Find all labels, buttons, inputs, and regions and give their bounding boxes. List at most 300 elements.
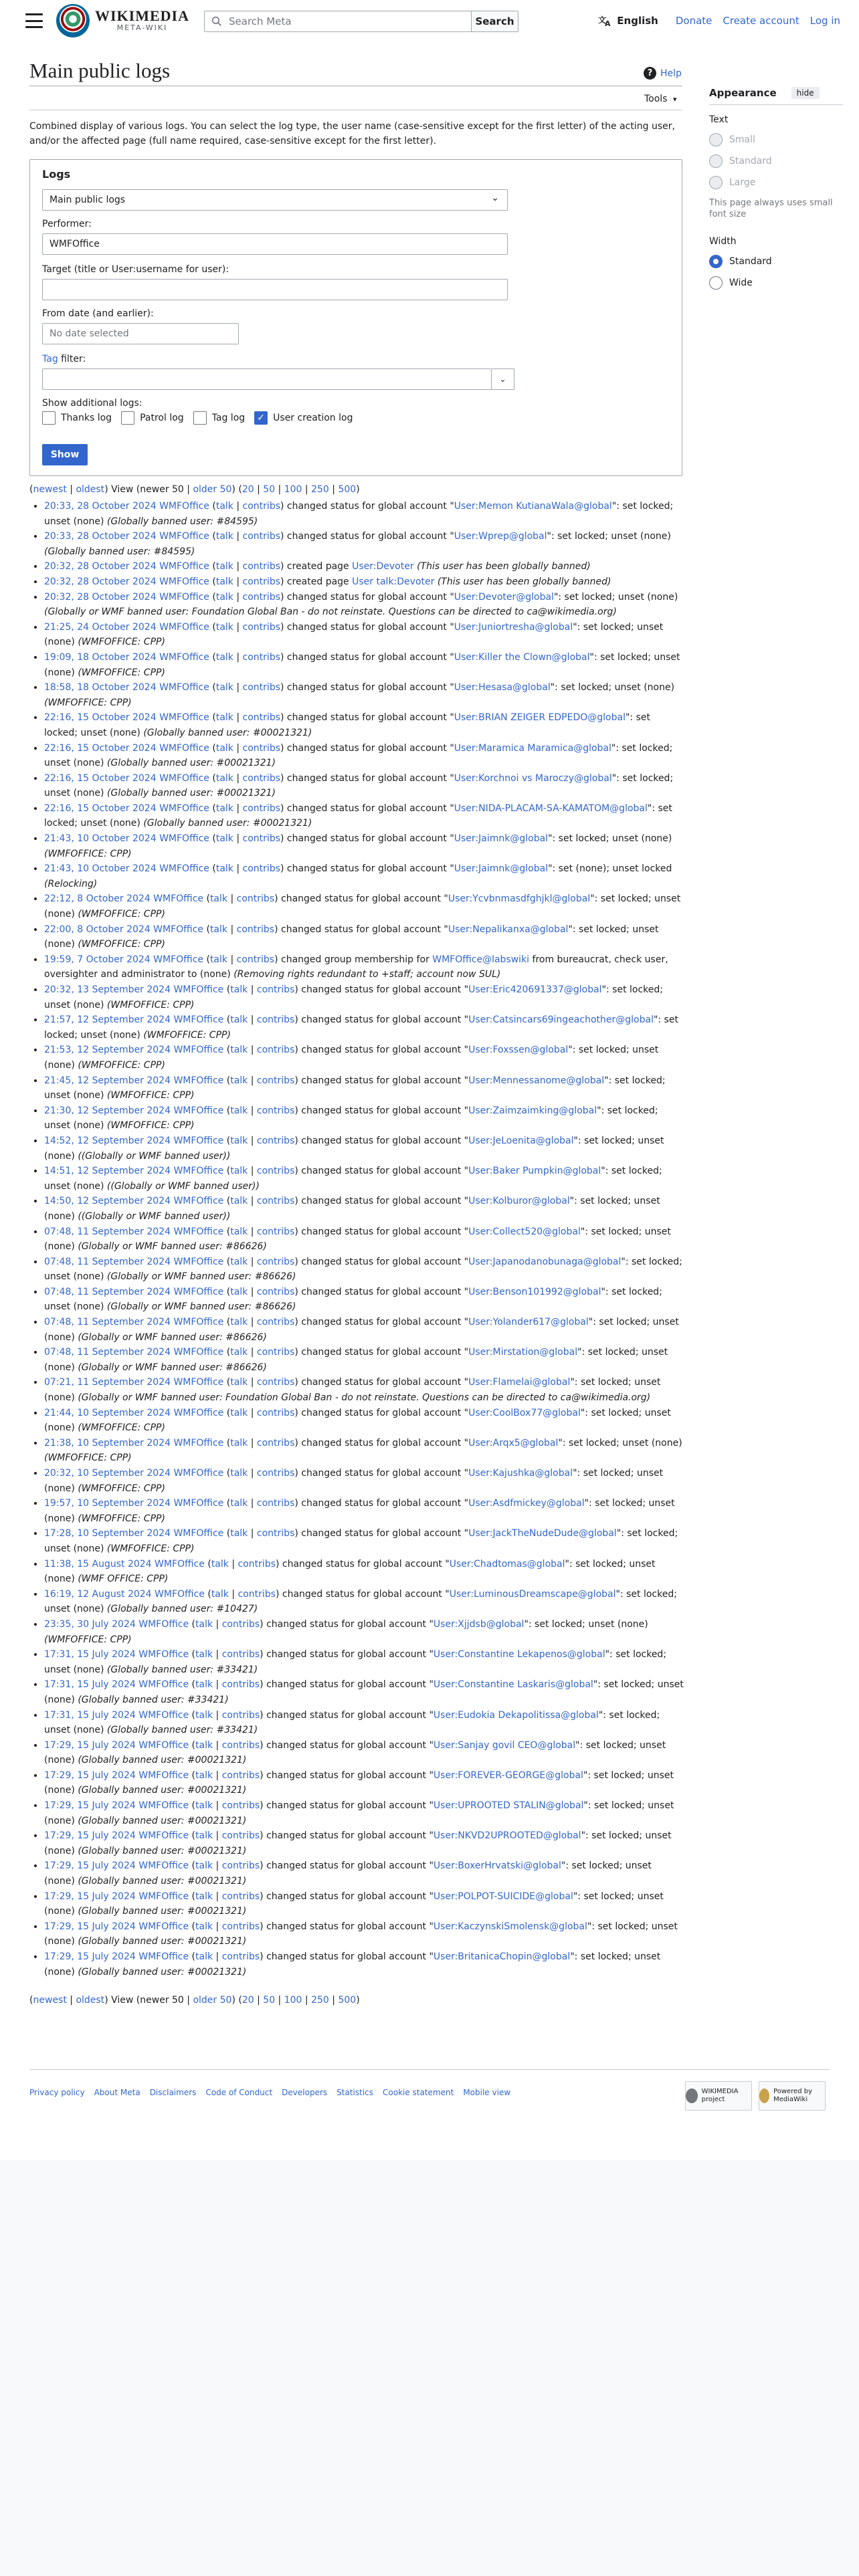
log-target[interactable]: User:Ycvbnmasdfghjkl@global <box>448 893 591 905</box>
talk-link[interactable]: talk <box>230 1014 248 1026</box>
contribs-link[interactable]: contribs <box>221 1951 260 1962</box>
log-actor[interactable]: WMFOffice <box>173 1166 224 1177</box>
log-target[interactable]: User:Constantine Laskaris@global <box>433 1679 593 1691</box>
log-actor[interactable]: WMFOffice <box>173 1347 224 1358</box>
log-timestamp[interactable]: 20:33, 28 October 2024 <box>44 501 157 512</box>
log-timestamp[interactable]: 17:29, 15 July 2024 <box>44 1739 136 1751</box>
talk-link[interactable]: talk <box>230 1437 248 1448</box>
log-timestamp[interactable]: 19:59, 7 October 2024 <box>44 954 151 965</box>
log-timestamp[interactable]: 20:32, 28 October 2024 <box>44 561 157 572</box>
log-target[interactable]: User:NIDA-PLACAM-SA-KAMATOM@global <box>454 802 648 814</box>
log-target[interactable]: User:UPROOTED STALIN@global <box>433 1800 584 1812</box>
log-timestamp[interactable]: 17:29, 15 July 2024 <box>44 1860 136 1872</box>
contribs-link[interactable]: contribs <box>221 1769 260 1781</box>
contribs-link[interactable]: contribs <box>256 1166 295 1177</box>
contribs-link[interactable]: contribs <box>242 802 280 814</box>
thanks-log-checkbox[interactable] <box>42 411 112 425</box>
user-creation-log-checkbox[interactable] <box>254 411 353 425</box>
footer-statistics[interactable]: Statistics <box>337 2088 373 2097</box>
log-target[interactable]: User:Xjjdsb@global <box>433 1618 524 1630</box>
log-actor[interactable]: WMFOffice <box>159 772 209 784</box>
talk-link[interactable]: talk <box>215 802 233 814</box>
limit-500[interactable]: 500 <box>338 1995 357 2006</box>
show-button[interactable]: Show <box>42 444 88 465</box>
newest-link[interactable]: newest <box>33 1995 67 2006</box>
log-target[interactable]: User:Jaimnk@global <box>454 863 549 875</box>
talk-link[interactable]: talk <box>230 1377 248 1388</box>
contribs-link[interactable]: contribs <box>242 531 280 542</box>
log-target[interactable]: User:JackTheNudeDude@global <box>468 1528 617 1539</box>
log-target[interactable]: User:Korchnoi vs Maroczy@global <box>454 772 612 784</box>
log-actor[interactable]: WMFOffice <box>173 1286 224 1297</box>
contribs-link[interactable]: contribs <box>256 1045 295 1056</box>
log-actor[interactable]: WMFOffice <box>138 1679 189 1691</box>
talk-link[interactable]: talk <box>195 1709 213 1721</box>
log-target[interactable]: User:Catsincars69ingeachother@global <box>468 1014 654 1026</box>
log-type-select[interactable] <box>42 189 508 211</box>
log-timestamp[interactable]: 07:48, 11 September 2024 <box>44 1347 171 1358</box>
contribs-link[interactable]: contribs <box>221 1709 260 1721</box>
talk-link[interactable]: talk <box>211 1558 229 1570</box>
contribs-link[interactable]: contribs <box>242 772 280 784</box>
talk-link[interactable]: talk <box>215 772 233 784</box>
log-actor[interactable]: WMFOffice <box>173 1226 224 1237</box>
log-actor[interactable]: WMFOffice <box>159 531 209 542</box>
log-actor[interactable]: WMFOffice <box>159 621 209 633</box>
contribs-link[interactable]: contribs <box>242 591 280 603</box>
log-actor[interactable]: WMFOffice <box>173 1045 224 1056</box>
contribs-link[interactable]: contribs <box>242 561 280 572</box>
log-timestamp[interactable]: 17:31, 15 July 2024 <box>44 1649 136 1660</box>
talk-link[interactable]: talk <box>230 1407 248 1418</box>
log-actor[interactable]: WMFOffice <box>159 651 209 663</box>
talk-link[interactable]: talk <box>211 1588 229 1600</box>
search-input[interactable] <box>204 11 472 32</box>
log-timestamp[interactable]: 20:32, 13 September 2024 <box>44 984 171 995</box>
help-link[interactable] <box>644 67 682 80</box>
contribs-link[interactable]: contribs <box>256 1286 295 1297</box>
contribs-link[interactable]: contribs <box>256 984 295 995</box>
target-input[interactable] <box>42 279 508 300</box>
log-timestamp[interactable]: 21:44, 10 September 2024 <box>44 1407 171 1418</box>
log-target[interactable]: User:Collect520@global <box>468 1226 581 1237</box>
log-target[interactable]: User:LuminousDreamscape@global <box>449 1588 616 1600</box>
limit-250[interactable]: 250 <box>311 1995 329 2006</box>
log-actor[interactable]: WMFOffice <box>138 1891 189 1902</box>
contribs-link[interactable]: contribs <box>242 712 280 724</box>
contribs-link[interactable]: contribs <box>242 576 280 587</box>
talk-link[interactable]: talk <box>215 501 233 512</box>
log-actor[interactable]: WMFOffice <box>173 1105 224 1116</box>
talk-link[interactable]: talk <box>215 682 233 693</box>
talk-link[interactable]: talk <box>230 1135 248 1146</box>
contribs-link[interactable]: contribs <box>236 893 275 905</box>
talk-link[interactable]: talk <box>195 1800 213 1812</box>
contribs-link[interactable]: contribs <box>256 1105 295 1116</box>
talk-link[interactable]: talk <box>230 1528 248 1539</box>
log-actor[interactable]: WMFOffice <box>155 1558 205 1570</box>
log-target[interactable]: User:Nepalikanxa@global <box>448 924 569 935</box>
log-actor[interactable]: WMFOffice <box>173 1498 224 1509</box>
tag-dropdown-button[interactable] <box>492 368 514 390</box>
log-target[interactable]: User:Chadtomas@global <box>449 1558 565 1570</box>
log-timestamp[interactable]: 11:38, 15 August 2024 <box>44 1558 152 1570</box>
log-timestamp[interactable]: 23:35, 30 July 2024 <box>44 1618 136 1630</box>
log-actor[interactable]: WMFOffice <box>173 1317 224 1328</box>
log-target[interactable]: User:BoxerHrvatski@global <box>433 1860 561 1872</box>
talk-link[interactable]: talk <box>195 1951 213 1962</box>
log-timestamp[interactable]: 17:31, 15 July 2024 <box>44 1679 136 1691</box>
limit-20[interactable]: 20 <box>242 484 254 495</box>
log-target[interactable]: User:Japanodanobunaga@global <box>468 1256 622 1267</box>
oldest-link[interactable]: oldest <box>76 484 105 495</box>
log-timestamp[interactable]: 22:16, 15 October 2024 <box>44 772 157 784</box>
talk-link[interactable]: talk <box>195 1769 213 1781</box>
date-input[interactable] <box>42 323 239 344</box>
talk-link[interactable]: talk <box>215 591 233 603</box>
donate-link[interactable]: Donate <box>675 15 712 27</box>
log-target[interactable]: User:Memon KutianaWala@global <box>454 501 612 512</box>
tag-filter-input[interactable] <box>42 368 492 390</box>
limit-100[interactable]: 100 <box>284 484 302 495</box>
talk-link[interactable]: talk <box>209 893 228 905</box>
talk-link[interactable]: talk <box>230 1045 248 1056</box>
log-actor[interactable]: WMFOffice <box>155 1588 205 1600</box>
log-timestamp[interactable]: 07:48, 11 September 2024 <box>44 1256 171 1267</box>
create-account-link[interactable]: Create account <box>723 15 799 27</box>
contribs-link[interactable]: contribs <box>242 651 280 663</box>
log-target[interactable]: User:Constantine Lekapenos@global <box>433 1649 605 1660</box>
log-actor[interactable]: WMFOffice <box>173 1437 224 1448</box>
talk-link[interactable]: talk <box>215 651 233 663</box>
log-actor[interactable]: WMFOffice <box>153 924 204 935</box>
log-timestamp[interactable]: 21:43, 10 October 2024 <box>44 833 157 845</box>
log-target[interactable]: User:Eudokia Dekapolitissa@global <box>433 1709 599 1721</box>
log-actor[interactable]: WMFOffice <box>173 1528 224 1539</box>
log-timestamp[interactable]: 16:19, 12 August 2024 <box>44 1588 152 1600</box>
contribs-link[interactable]: contribs <box>256 1014 295 1026</box>
log-actor[interactable]: WMFOffice <box>173 1135 224 1146</box>
log-target[interactable]: User:Mennessanome@global <box>468 1075 605 1086</box>
log-actor[interactable]: WMFOffice <box>138 1921 189 1932</box>
log-target[interactable]: User:Maramica Maramica@global <box>454 742 611 754</box>
footer-cookie[interactable]: Cookie statement <box>383 2088 454 2097</box>
log-target[interactable]: User:Baker Pumpkin@global <box>468 1166 601 1177</box>
log-timestamp[interactable]: 21:43, 10 October 2024 <box>44 863 157 875</box>
log-actor[interactable]: WMFOffice <box>138 1769 189 1781</box>
contribs-link[interactable]: contribs <box>256 1075 295 1086</box>
contribs-link[interactable]: contribs <box>256 1196 295 1207</box>
footer-about[interactable]: About Meta <box>94 2088 140 2097</box>
log-actor[interactable]: WMFOffice <box>138 1649 189 1660</box>
log-target[interactable]: User:Killer the Clown@global <box>454 651 590 663</box>
log-timestamp[interactable]: 07:21, 11 September 2024 <box>44 1377 171 1388</box>
contribs-link[interactable]: contribs <box>256 1317 295 1328</box>
log-timestamp[interactable]: 19:57, 10 September 2024 <box>44 1498 171 1509</box>
footer-privacy[interactable]: Privacy policy <box>29 2088 85 2097</box>
contribs-link[interactable]: contribs <box>242 742 280 754</box>
log-actor[interactable]: WMFOffice <box>138 1709 189 1721</box>
patrol-log-checkbox[interactable] <box>121 411 184 425</box>
log-actor[interactable]: WMFOffice <box>159 742 209 754</box>
talk-link[interactable]: talk <box>230 1196 248 1207</box>
log-target[interactable]: User:Sanjay govil CEO@global <box>433 1739 576 1751</box>
log-actor[interactable]: WMFOffice <box>138 1830 189 1842</box>
talk-link[interactable]: talk <box>195 1679 213 1691</box>
talk-link[interactable]: talk <box>215 531 233 542</box>
contribs-link[interactable]: contribs <box>242 863 280 875</box>
contribs-link[interactable]: contribs <box>221 1618 260 1630</box>
width-standard[interactable] <box>709 255 843 268</box>
log-timestamp[interactable]: 07:48, 11 September 2024 <box>44 1317 171 1328</box>
talk-link[interactable]: talk <box>195 1739 213 1751</box>
log-timestamp[interactable]: 22:12, 8 October 2024 <box>44 893 151 905</box>
log-timestamp[interactable]: 21:45, 12 September 2024 <box>44 1075 171 1086</box>
width-wide[interactable] <box>709 276 843 290</box>
talk-link[interactable]: talk <box>230 1347 248 1358</box>
log-target[interactable]: User:Arqx5@global <box>468 1437 559 1448</box>
log-timestamp[interactable]: 14:52, 12 September 2024 <box>44 1135 171 1146</box>
contribs-link[interactable]: contribs <box>256 1256 295 1267</box>
log-timestamp[interactable]: 21:53, 12 September 2024 <box>44 1045 171 1056</box>
log-target[interactable]: User:NKVD2UPROOTED@global <box>433 1830 581 1842</box>
talk-link[interactable]: talk <box>195 1618 213 1630</box>
contribs-link[interactable]: contribs <box>256 1528 295 1539</box>
log-target[interactable]: User:Zaimzaimking@global <box>468 1105 597 1116</box>
contribs-link[interactable]: contribs <box>237 1588 276 1600</box>
main-menu-icon[interactable] <box>25 13 43 28</box>
log-target[interactable]: User:Kajushka@global <box>468 1468 573 1479</box>
log-timestamp[interactable]: 17:29, 15 July 2024 <box>44 1830 136 1842</box>
contribs-link[interactable]: contribs <box>242 621 280 633</box>
talk-link[interactable]: talk <box>230 1105 248 1116</box>
talk-link[interactable]: talk <box>195 1891 213 1902</box>
log-timestamp[interactable]: 18:58, 18 October 2024 <box>44 682 157 693</box>
log-target[interactable]: User:BRIAN ZEIGER EDPEDO@global <box>454 712 626 724</box>
talk-link[interactable]: talk <box>215 576 233 587</box>
log-actor[interactable]: WMFOffice <box>138 1800 189 1812</box>
log-timestamp[interactable]: 14:51, 12 September 2024 <box>44 1166 171 1177</box>
log-target[interactable]: User:Asdfmickey@global <box>468 1498 585 1509</box>
log-timestamp[interactable]: 20:32, 28 October 2024 <box>44 591 157 603</box>
log-target[interactable]: User:Eric420691337@global <box>468 984 602 995</box>
talk-link[interactable]: talk <box>215 712 233 724</box>
talk-link[interactable]: talk <box>195 1649 213 1660</box>
log-timestamp[interactable]: 21:38, 10 September 2024 <box>44 1437 171 1448</box>
contribs-link[interactable]: contribs <box>221 1891 260 1902</box>
older-link[interactable]: older 50 <box>193 484 232 495</box>
log-actor[interactable]: WMFOffice <box>159 833 209 845</box>
log-timestamp[interactable]: 22:00, 8 October 2024 <box>44 924 151 935</box>
log-timestamp[interactable]: 17:28, 10 September 2024 <box>44 1528 171 1539</box>
log-actor[interactable]: WMFOffice <box>173 1468 224 1479</box>
contribs-link[interactable]: contribs <box>236 924 275 935</box>
log-timestamp[interactable]: 07:48, 11 September 2024 <box>44 1226 171 1237</box>
footer-developers[interactable]: Developers <box>282 2088 328 2097</box>
log-timestamp[interactable]: 20:32, 10 September 2024 <box>44 1468 171 1479</box>
log-actor[interactable]: WMFOffice <box>159 682 209 693</box>
log-timestamp[interactable]: 20:32, 28 October 2024 <box>44 576 157 587</box>
log-target[interactable]: User:BritanicaChopin@global <box>433 1951 571 1962</box>
talk-link[interactable]: talk <box>230 1317 248 1328</box>
log-actor[interactable]: WMFOffice <box>138 1951 189 1962</box>
talk-link[interactable]: talk <box>195 1860 213 1872</box>
log-target[interactable]: User:Mirstation@global <box>468 1347 578 1358</box>
newest-link[interactable]: newest <box>33 484 67 495</box>
log-actor[interactable]: WMFOffice <box>159 501 209 512</box>
log-target[interactable]: User:Devoter@global <box>454 591 554 603</box>
older-link[interactable]: older 50 <box>193 1995 232 2006</box>
contribs-link[interactable]: contribs <box>256 1468 295 1479</box>
limit-100[interactable]: 100 <box>284 1995 302 2006</box>
contribs-link[interactable]: contribs <box>256 1347 295 1358</box>
log-target[interactable]: User:JeLoenita@global <box>468 1135 574 1146</box>
log-timestamp[interactable]: 17:31, 15 July 2024 <box>44 1709 136 1721</box>
talk-link[interactable]: talk <box>195 1830 213 1842</box>
contribs-link[interactable]: contribs <box>242 682 280 693</box>
log-actor[interactable]: WMFOffice <box>173 1377 224 1388</box>
log-timestamp[interactable]: 17:29, 15 July 2024 <box>44 1921 136 1932</box>
footer-code-of-conduct[interactable]: Code of Conduct <box>205 2088 273 2097</box>
log-timestamp[interactable]: 21:25, 24 October 2024 <box>44 621 157 633</box>
site-logo[interactable] <box>56 4 189 37</box>
limit-250[interactable]: 250 <box>311 484 329 495</box>
contribs-link[interactable]: contribs <box>221 1679 260 1691</box>
contribs-link[interactable]: contribs <box>221 1921 260 1932</box>
log-timestamp[interactable]: 20:33, 28 October 2024 <box>44 531 157 542</box>
log-actor[interactable]: WMFOffice <box>173 984 224 995</box>
log-target[interactable]: User:POLPOT-SUICIDE@global <box>433 1891 573 1902</box>
contribs-link[interactable]: contribs <box>256 1135 295 1146</box>
contribs-link[interactable]: contribs <box>256 1226 295 1237</box>
contribs-link[interactable]: contribs <box>221 1649 260 1660</box>
talk-link[interactable]: talk <box>230 1075 248 1086</box>
log-actor[interactable]: WMFOffice <box>153 893 204 905</box>
log-target[interactable]: User talk:Devoter <box>352 576 435 587</box>
powered-by-mediawiki-badge[interactable] <box>759 2081 826 2111</box>
talk-link[interactable]: talk <box>215 621 233 633</box>
limit-50[interactable]: 50 <box>263 1995 276 2006</box>
log-target[interactable]: User:KaczynskiSmolensk@global <box>433 1921 587 1932</box>
log-timestamp[interactable]: 07:48, 11 September 2024 <box>44 1286 171 1297</box>
log-actor[interactable]: WMFOffice <box>153 954 204 965</box>
log-target[interactable]: User:Wprep@global <box>454 531 547 542</box>
login-link[interactable]: Log in <box>809 15 840 27</box>
log-actor[interactable]: WMFOffice <box>173 1014 224 1026</box>
log-actor[interactable]: WMFOffice <box>173 1075 224 1086</box>
log-target[interactable]: User:Jaimnk@global <box>454 833 549 845</box>
performer-input[interactable] <box>42 233 508 255</box>
limit-50[interactable]: 50 <box>263 484 276 495</box>
log-timestamp[interactable]: 19:09, 18 October 2024 <box>44 651 157 663</box>
talk-link[interactable]: talk <box>230 1286 248 1297</box>
tools-menu[interactable] <box>644 94 676 104</box>
log-target[interactable]: User:Benson101992@global <box>468 1286 601 1297</box>
talk-link[interactable]: talk <box>195 1921 213 1932</box>
log-actor[interactable]: WMFOffice <box>159 712 209 724</box>
talk-link[interactable]: talk <box>215 833 233 845</box>
contribs-link[interactable]: contribs <box>221 1830 260 1842</box>
wikimedia-project-badge[interactable] <box>685 2081 752 2111</box>
contribs-link[interactable]: contribs <box>221 1739 260 1751</box>
log-actor[interactable]: WMFOffice <box>173 1256 224 1267</box>
log-actor[interactable]: WMFOffice <box>138 1860 189 1872</box>
log-actor[interactable]: WMFOffice <box>138 1618 189 1630</box>
log-actor[interactable]: WMFOffice <box>159 802 209 814</box>
tag-link[interactable]: Tag <box>42 354 58 364</box>
search-button[interactable]: Search <box>472 11 518 32</box>
contribs-link[interactable]: contribs <box>221 1800 260 1812</box>
hide-button[interactable]: hide <box>791 87 820 99</box>
log-actor[interactable]: WMFOffice <box>159 863 209 875</box>
log-timestamp[interactable]: 21:30, 12 September 2024 <box>44 1105 171 1116</box>
log-actor[interactable]: WMFOffice <box>173 1196 224 1207</box>
log-target[interactable]: User:Kolburor@global <box>468 1196 570 1207</box>
log-target[interactable]: User:CoolBox77@global <box>468 1407 581 1418</box>
log-timestamp[interactable]: 17:29, 15 July 2024 <box>44 1769 136 1781</box>
talk-link[interactable]: talk <box>215 561 233 572</box>
contribs-link[interactable]: contribs <box>221 1860 260 1872</box>
tag-log-checkbox[interactable] <box>193 411 246 425</box>
talk-link[interactable]: talk <box>215 742 233 754</box>
contribs-link[interactable]: contribs <box>256 1407 295 1418</box>
log-target[interactable]: User:Foxssen@global <box>468 1045 569 1056</box>
log-timestamp[interactable]: 22:16, 15 October 2024 <box>44 712 157 724</box>
talk-link[interactable]: talk <box>230 1498 248 1509</box>
log-timestamp[interactable]: 22:16, 15 October 2024 <box>44 802 157 814</box>
contribs-link[interactable]: contribs <box>256 1437 295 1448</box>
oldest-link[interactable]: oldest <box>76 1995 105 2006</box>
talk-link[interactable]: talk <box>230 1166 248 1177</box>
contribs-link[interactable]: contribs <box>237 1558 276 1570</box>
talk-link[interactable]: talk <box>230 984 248 995</box>
contribs-link[interactable]: contribs <box>256 1498 295 1509</box>
talk-link[interactable]: talk <box>230 1256 248 1267</box>
log-target[interactable]: User:Juniortresha@global <box>454 621 573 633</box>
language-button[interactable] <box>598 15 658 27</box>
log-target[interactable]: User:Flamelai@global <box>468 1377 571 1388</box>
log-actor[interactable]: WMFOffice <box>173 1407 224 1418</box>
talk-link[interactable]: talk <box>209 924 228 935</box>
log-timestamp[interactable]: 17:29, 15 July 2024 <box>44 1951 136 1962</box>
log-target[interactable]: User:FOREVER-GEORGE@global <box>433 1769 583 1781</box>
contribs-link[interactable]: contribs <box>256 1377 295 1388</box>
footer-mobile-view[interactable]: Mobile view <box>463 2088 511 2097</box>
log-actor[interactable]: WMFOffice <box>159 576 209 587</box>
limit-500[interactable]: 500 <box>338 484 357 495</box>
log-timestamp[interactable]: 22:16, 15 October 2024 <box>44 742 157 754</box>
log-target[interactable]: User:Devoter <box>352 561 414 572</box>
log-actor[interactable]: WMFOffice <box>159 591 209 603</box>
talk-link[interactable]: talk <box>230 1226 248 1237</box>
talk-link[interactable]: talk <box>215 863 233 875</box>
contribs-link[interactable]: contribs <box>242 501 280 512</box>
log-timestamp[interactable]: 17:29, 15 July 2024 <box>44 1891 136 1902</box>
log-target[interactable]: User:Hesasa@global <box>454 682 551 693</box>
contribs-link[interactable]: contribs <box>236 954 275 965</box>
footer-disclaimers[interactable]: Disclaimers <box>149 2088 197 2097</box>
talk-link[interactable]: talk <box>230 1468 248 1479</box>
limit-20[interactable]: 20 <box>242 1995 254 2006</box>
contribs-link[interactable]: contribs <box>242 833 280 845</box>
talk-link[interactable]: talk <box>209 954 228 965</box>
log-target[interactable]: User:Yolander617@global <box>468 1317 589 1328</box>
log-actor[interactable]: WMFOffice <box>159 561 209 572</box>
log-timestamp[interactable]: 17:29, 15 July 2024 <box>44 1800 136 1812</box>
log-actor[interactable]: WMFOffice <box>138 1739 189 1751</box>
log-timestamp[interactable]: 14:50, 12 September 2024 <box>44 1196 171 1207</box>
log-target[interactable]: WMFOffice@labswiki <box>432 954 530 965</box>
